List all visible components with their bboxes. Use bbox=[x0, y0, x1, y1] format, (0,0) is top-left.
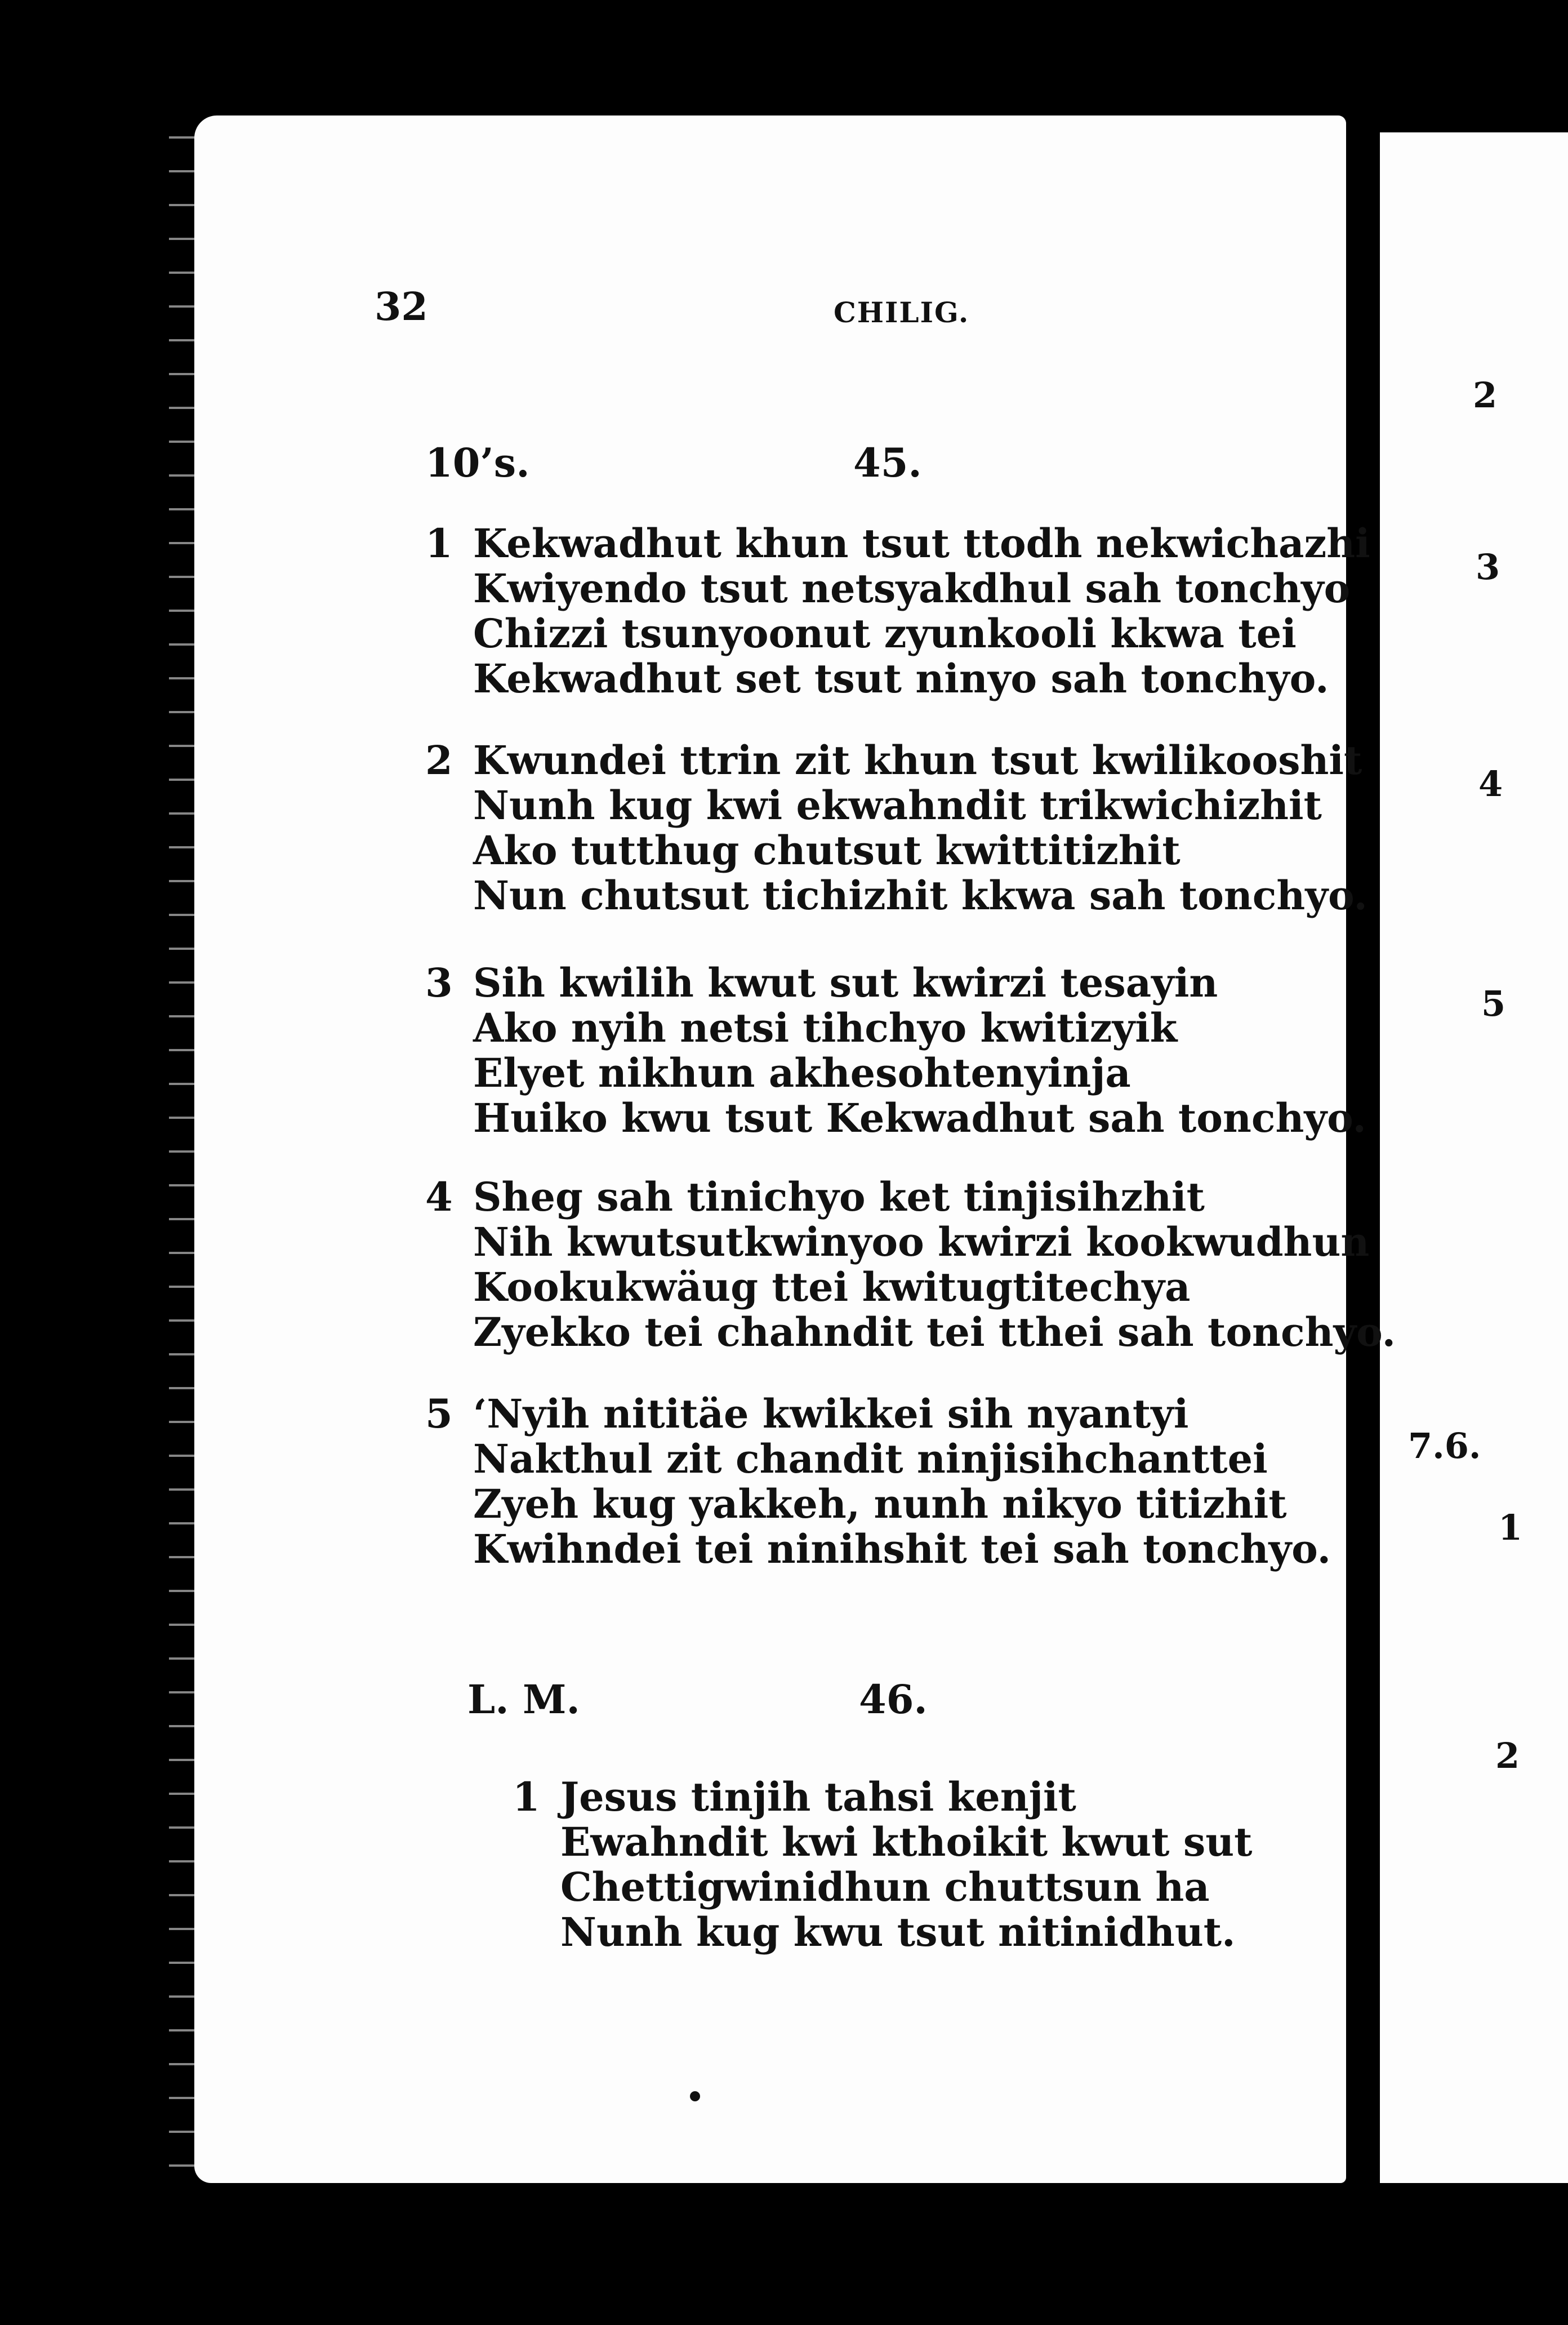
verse-line: Nunh kug kwi ekwahndit trikwichizhit bbox=[473, 782, 1322, 829]
verse-line: Ewahndit kwi kthoikit kwut sut bbox=[560, 1819, 1253, 1865]
verse-line: Zyeh kug yakkeh, nunh nikyo titizhit bbox=[473, 1481, 1287, 1527]
facing-mark: 2 bbox=[1495, 1735, 1520, 1776]
facing-mark: 1 bbox=[1498, 1507, 1523, 1548]
verse-line: Kookukwäug ttei kwitugtitechya bbox=[473, 1264, 1191, 1310]
verse-number: 3 bbox=[425, 959, 453, 1006]
verse-number: 1 bbox=[513, 1773, 540, 1820]
verse-line: Ako tutthug chutsut kwittitizhit bbox=[473, 827, 1181, 874]
stanza bbox=[425, 1173, 1396, 1355]
stanza bbox=[513, 1773, 1253, 1955]
verse-line: Kekwadhut khun tsut ttodh nekwichazhi bbox=[473, 520, 1370, 567]
verse-line: Sheg sah tinichyo ket tinjisihzhit bbox=[473, 1173, 1205, 1220]
facing-mark: 7.6. bbox=[1408, 1425, 1481, 1466]
verse-number: 4 bbox=[425, 1173, 453, 1220]
verse-line: Nun chutsut tichizhit kkwa sah tonchyo. bbox=[473, 872, 1367, 919]
verse-line: Huiko kwu tsut Kekwadhut sah tonchyo. bbox=[473, 1095, 1366, 1141]
facing-mark: 4 bbox=[1478, 763, 1503, 804]
running-title: CHILIG. bbox=[834, 296, 970, 329]
verse-line: ‘Nyih nititäe kwikkei sih nyantyi bbox=[473, 1390, 1189, 1437]
verse-line: Chizzi tsunyoonut zyunkooli kkwa tei bbox=[473, 610, 1297, 657]
verse-line: Jesus tinjih tahsi kenjit bbox=[560, 1773, 1076, 1820]
verse-line: Elyet nikhun akhesohtenyinja bbox=[473, 1050, 1131, 1096]
hymn-meter: L. M. bbox=[467, 1676, 580, 1723]
facing-mark: 3 bbox=[1476, 546, 1500, 588]
hymn-meter: 10’s. bbox=[425, 439, 530, 486]
stanza bbox=[425, 737, 1367, 919]
verse-line: Kwundei ttrin zit khun tsut kwilikooshit bbox=[473, 737, 1362, 784]
ink-dot bbox=[690, 2091, 700, 2101]
verse-number: 2 bbox=[425, 737, 453, 784]
stanza bbox=[425, 1390, 1331, 1572]
facing-mark: 5 bbox=[1481, 983, 1506, 1024]
stanza bbox=[425, 959, 1366, 1141]
verse-number: 1 bbox=[425, 520, 453, 567]
verse-line: Ako nyih netsi tihchyo kwitizyik bbox=[473, 1004, 1178, 1051]
hymn-number: 45. bbox=[853, 439, 922, 486]
verse-line: Chettigwinidhun chuttsun ha bbox=[560, 1864, 1210, 1910]
stanza bbox=[425, 520, 1370, 702]
verse-line: Zyekko tei chahndit tei tthei sah tonchyo. bbox=[473, 1309, 1396, 1355]
facing-mark: 2 bbox=[1473, 375, 1498, 416]
verse-number: 5 bbox=[425, 1390, 453, 1437]
verse-line: Kwihndei tei ninihshit tei sah tonchyo. bbox=[473, 1526, 1331, 1572]
verse-line: Nunh kug kwu tsut nitinidhut. bbox=[560, 1909, 1236, 1955]
verse-line: Sih kwilih kwut sut kwirzi tesayin bbox=[473, 959, 1218, 1006]
hymn-number: 46. bbox=[859, 1676, 928, 1723]
page-number: 32 bbox=[375, 284, 428, 330]
verse-line: Kwiyendo tsut netsyakdhul sah tonchyo bbox=[473, 565, 1351, 612]
verse-line: Nakthul zit chandit ninjisihchanttei bbox=[473, 1435, 1268, 1482]
verse-line: Nih kwutsutkwinyoo kwirzi kookwudhun bbox=[473, 1219, 1370, 1265]
facing-page bbox=[1380, 132, 1568, 2183]
verse-line: Kekwadhut set tsut ninyo sah tonchyo. bbox=[473, 655, 1329, 702]
